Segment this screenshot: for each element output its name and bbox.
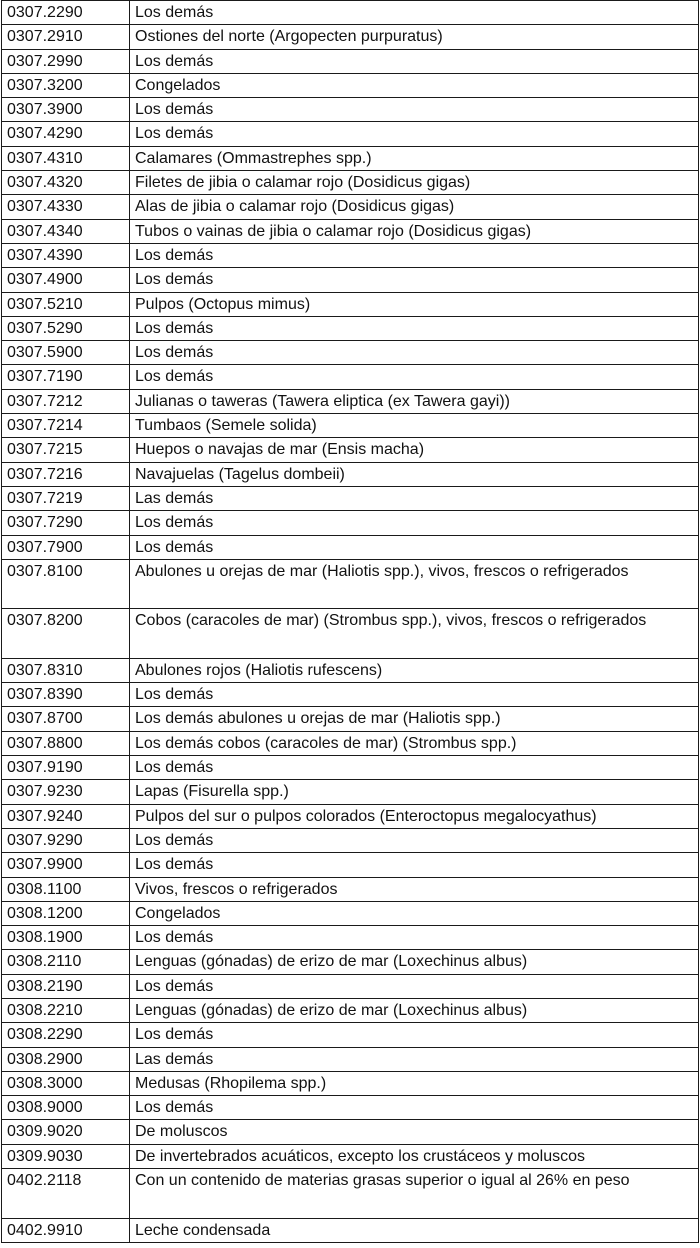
table-row <box>2 901 699 925</box>
tariff-description: De moluscos <box>130 1120 699 1144</box>
table-row <box>2 25 699 49</box>
tariff-code: 0308.3000 <box>2 1071 130 1095</box>
tariff-code: 0307.9290 <box>2 828 130 852</box>
table-row <box>2 292 699 316</box>
table-row <box>2 171 699 195</box>
tariff-description: Navajuelas (Tagelus dombeii) <box>130 462 699 486</box>
tariff-description: Ostiones del norte (Argopecten purpuratus) <box>130 25 699 49</box>
table-row <box>2 243 699 267</box>
tariff-code: 0307.7216 <box>2 462 130 486</box>
tariff-description: Congelados <box>130 73 699 97</box>
table-row <box>2 462 699 486</box>
tariff-code: 0308.1900 <box>2 926 130 950</box>
tariff-code: 0307.7214 <box>2 414 130 438</box>
table-row <box>2 877 699 901</box>
tariff-code: 0307.2990 <box>2 49 130 73</box>
tariff-code: 0307.9230 <box>2 780 130 804</box>
tariff-description: Los demás <box>130 511 699 535</box>
tariff-description: De invertebrados acuáticos, excepto los crustáceos y moluscos <box>130 1144 699 1168</box>
tariff-description: Abulones rojos (Haliotis rufescens) <box>130 658 699 682</box>
tariff-description: Los demás <box>130 49 699 73</box>
table-row <box>2 98 699 122</box>
table-row <box>2 974 699 998</box>
tariff-code: 0308.2290 <box>2 1023 130 1047</box>
tariff-code: 0307.7219 <box>2 486 130 510</box>
table-row <box>2 389 699 413</box>
table-row <box>2 828 699 852</box>
tariff-description: Los demás <box>130 98 699 122</box>
tariff-code: 0307.9190 <box>2 756 130 780</box>
table-row <box>2 414 699 438</box>
table-row <box>2 731 699 755</box>
tariff-description: Huepos o navajas de mar (Ensis macha) <box>130 438 699 462</box>
tariff-description: Medusas (Rhopilema spp.) <box>130 1071 699 1095</box>
table-row <box>2 1144 699 1168</box>
tariff-code: 0307.8200 <box>2 609 130 659</box>
table-row <box>2 756 699 780</box>
table-row <box>2 535 699 559</box>
table-row <box>2 780 699 804</box>
table-row <box>2 804 699 828</box>
tariff-code: 0307.4320 <box>2 171 130 195</box>
table-row <box>2 219 699 243</box>
table-row <box>2 341 699 365</box>
tariff-description: Los demás <box>130 268 699 292</box>
tariff-code: 0307.5210 <box>2 292 130 316</box>
table-row <box>2 195 699 219</box>
tariff-description: Con un contenido de materias grasas superior o igual al 26% en peso <box>130 1169 699 1219</box>
tariff-description: Los demás <box>130 853 699 877</box>
tariff-code: 0307.7900 <box>2 535 130 559</box>
table-row <box>2 1120 699 1144</box>
tariff-table <box>1 0 699 1243</box>
tariff-description: Vivos, frescos o refrigerados <box>130 877 699 901</box>
table-row <box>2 853 699 877</box>
tariff-code: 0307.5900 <box>2 341 130 365</box>
tariff-description: Los demás cobos (caracoles de mar) (Strombus spp.) <box>130 731 699 755</box>
tariff-code: 0307.9240 <box>2 804 130 828</box>
tariff-code: 0307.7290 <box>2 511 130 535</box>
tariff-description: Calamares (Ommastrephes spp.) <box>130 146 699 170</box>
tariff-code: 0308.1100 <box>2 877 130 901</box>
tariff-description: Los demás <box>130 828 699 852</box>
tariff-code: 0307.4340 <box>2 219 130 243</box>
table-row <box>2 1023 699 1047</box>
tariff-code: 0307.4390 <box>2 243 130 267</box>
tariff-code: 0307.7215 <box>2 438 130 462</box>
tariff-description: Pulpos (Octopus mimus) <box>130 292 699 316</box>
table-row <box>2 1071 699 1095</box>
table-row <box>2 658 699 682</box>
tariff-description: Los demás <box>130 1 699 25</box>
tariff-code: 0308.9000 <box>2 1096 130 1120</box>
table-row <box>2 559 699 609</box>
tariff-code: 0402.9910 <box>2 1218 130 1242</box>
table-row <box>2 1218 699 1242</box>
tariff-code: 0307.8390 <box>2 683 130 707</box>
tariff-description: Los demás abulones u orejas de mar (Haliotis spp.) <box>130 707 699 731</box>
table-row <box>2 1047 699 1071</box>
table-row <box>2 707 699 731</box>
tariff-code: 0307.9900 <box>2 853 130 877</box>
tariff-description: Los demás <box>130 926 699 950</box>
tariff-description: Julianas o taweras (Tawera eliptica (ex Tawera gayi)) <box>130 389 699 413</box>
tariff-code: 0402.2118 <box>2 1169 130 1219</box>
tariff-code: 0309.9030 <box>2 1144 130 1168</box>
table-row <box>2 268 699 292</box>
tariff-description: Los demás <box>130 243 699 267</box>
tariff-description: Filetes de jibia o calamar rojo (Dosidicus gigas) <box>130 171 699 195</box>
tariff-code: 0307.4290 <box>2 122 130 146</box>
table-row <box>2 316 699 340</box>
tariff-description: Lenguas (gónadas) de erizo de mar (Loxechinus albus) <box>130 950 699 974</box>
tariff-code: 0308.2110 <box>2 950 130 974</box>
tariff-description: Alas de jibia o calamar rojo (Dosidicus gigas) <box>130 195 699 219</box>
table-row <box>2 365 699 389</box>
tariff-code: 0307.7190 <box>2 365 130 389</box>
tariff-table-body <box>2 1 699 1243</box>
tariff-code: 0307.2290 <box>2 1 130 25</box>
table-row <box>2 49 699 73</box>
tariff-description: Tumbaos (Semele solida) <box>130 414 699 438</box>
tariff-description: Abulones u orejas de mar (Haliotis spp.), vivos, frescos o refrigerados <box>130 559 699 609</box>
tariff-description: Los demás <box>130 535 699 559</box>
table-row <box>2 609 699 659</box>
tariff-code: 0307.2910 <box>2 25 130 49</box>
tariff-description: Leche condensada <box>130 1218 699 1242</box>
tariff-description: Congelados <box>130 901 699 925</box>
tariff-code: 0309.9020 <box>2 1120 130 1144</box>
tariff-code: 0308.2190 <box>2 974 130 998</box>
tariff-description: Los demás <box>130 974 699 998</box>
tariff-description: Los demás <box>130 316 699 340</box>
tariff-description: Pulpos del sur o pulpos colorados (Enteroctopus megalocyathus) <box>130 804 699 828</box>
table-row <box>2 511 699 535</box>
table-row <box>2 998 699 1022</box>
table-row <box>2 1169 699 1219</box>
tariff-code: 0307.8700 <box>2 707 130 731</box>
tariff-code: 0308.1200 <box>2 901 130 925</box>
table-row <box>2 926 699 950</box>
tariff-code: 0307.4900 <box>2 268 130 292</box>
table-row <box>2 1096 699 1120</box>
tariff-description: Las demás <box>130 486 699 510</box>
tariff-description: Lapas (Fisurella spp.) <box>130 780 699 804</box>
tariff-code: 0307.3900 <box>2 98 130 122</box>
tariff-description: Cobos (caracoles de mar) (Strombus spp.), vivos, frescos o refrigerados <box>130 609 699 659</box>
tariff-description: Las demás <box>130 1047 699 1071</box>
table-row <box>2 1 699 25</box>
tariff-description: Los demás <box>130 1023 699 1047</box>
table-row <box>2 950 699 974</box>
tariff-code: 0307.8800 <box>2 731 130 755</box>
table-row <box>2 486 699 510</box>
table-row <box>2 146 699 170</box>
table-row <box>2 122 699 146</box>
tariff-description: Lenguas (gónadas) de erizo de mar (Loxechinus albus) <box>130 998 699 1022</box>
table-row <box>2 438 699 462</box>
tariff-code: 0307.5290 <box>2 316 130 340</box>
tariff-code: 0307.3200 <box>2 73 130 97</box>
tariff-code: 0307.8310 <box>2 658 130 682</box>
tariff-description: Los demás <box>130 365 699 389</box>
tariff-description: Los demás <box>130 341 699 365</box>
tariff-description: Los demás <box>130 683 699 707</box>
tariff-description: Los demás <box>130 756 699 780</box>
tariff-description: Los demás <box>130 122 699 146</box>
tariff-code: 0308.2900 <box>2 1047 130 1071</box>
tariff-code: 0308.2210 <box>2 998 130 1022</box>
table-row <box>2 73 699 97</box>
tariff-code: 0307.4330 <box>2 195 130 219</box>
tariff-code: 0307.8100 <box>2 559 130 609</box>
tariff-description: Los demás <box>130 1096 699 1120</box>
tariff-code: 0307.7212 <box>2 389 130 413</box>
tariff-description: Tubos o vainas de jibia o calamar rojo (Dosidicus gigas) <box>130 219 699 243</box>
tariff-code: 0307.4310 <box>2 146 130 170</box>
table-row <box>2 683 699 707</box>
